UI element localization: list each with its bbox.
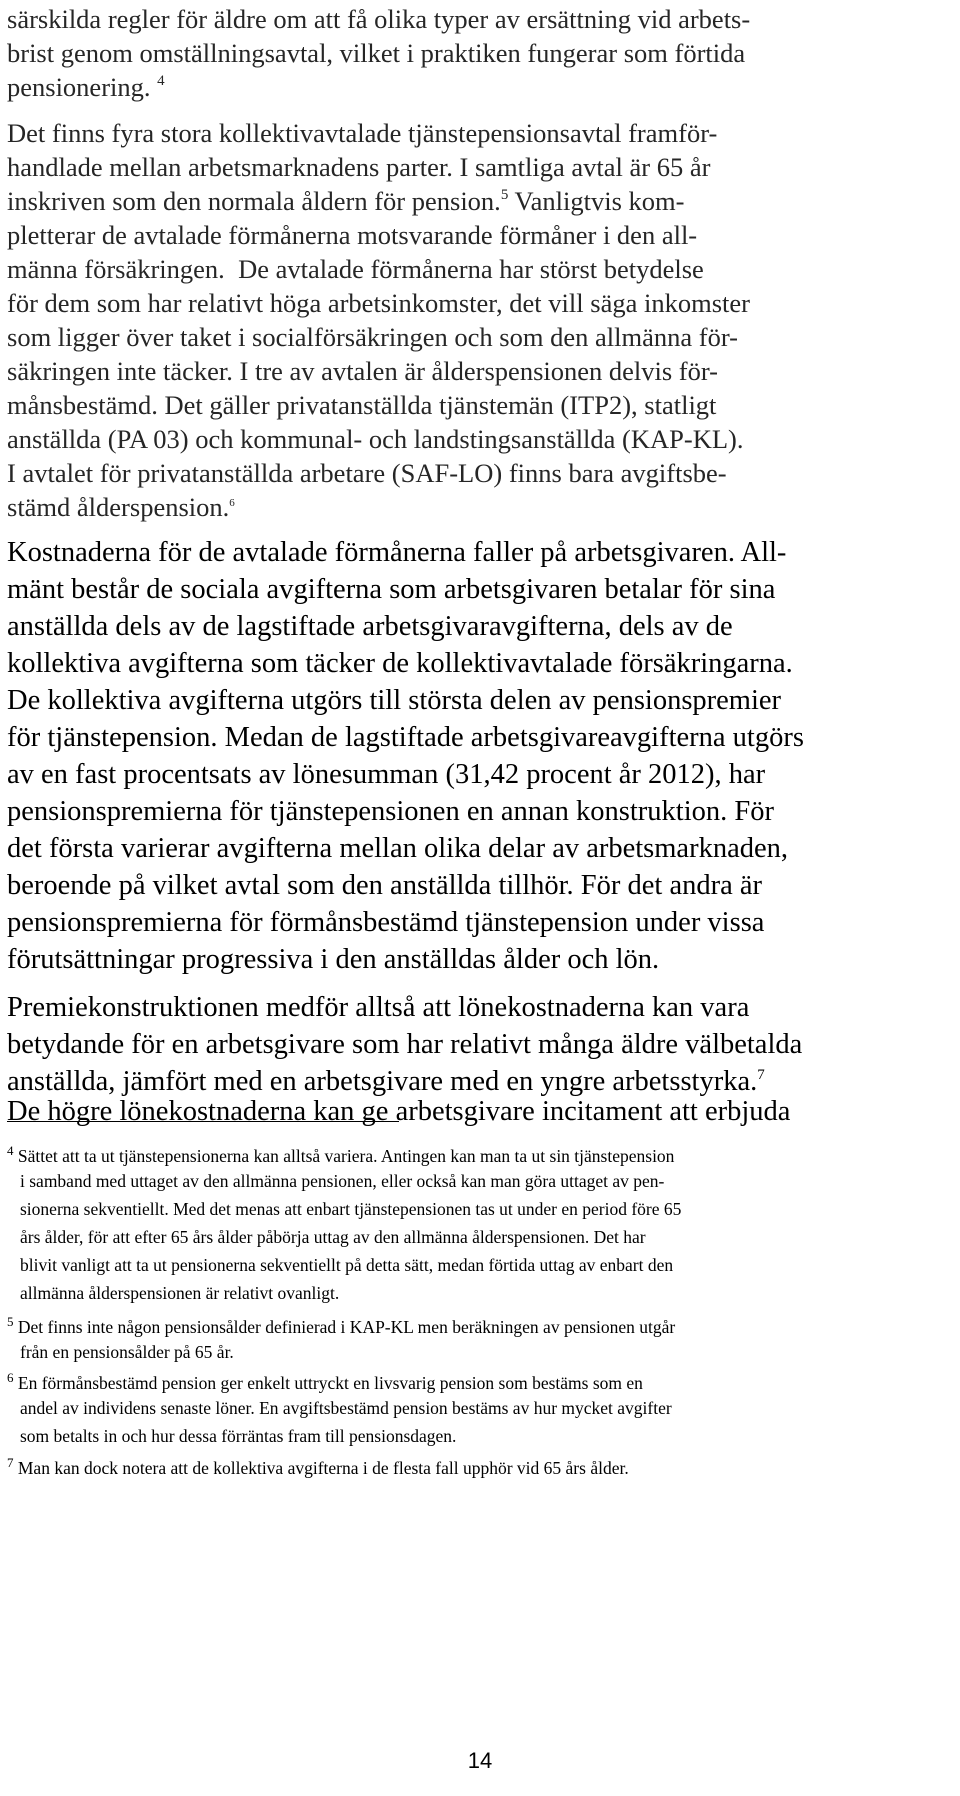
body-line (7, 390, 716, 421)
body-text: pensionering. (7, 72, 151, 102)
body-line (7, 72, 165, 103)
body-line (7, 537, 786, 569)
body-text: det första varierar avgifterna mellan olika delar av arbetsmarknaden, (7, 833, 788, 864)
footnote-ref: 7 (757, 1066, 765, 1083)
body-line (7, 152, 710, 183)
body-line (7, 611, 733, 643)
footnote-text: blivit vanligt att ta ut pensionerna sekventiellt på detta sätt, medan förtida uttag av enbart den (20, 1255, 674, 1275)
body-text: anställda, jämfört med en arbetsgivare med en yngre arbetsstyrka. (7, 1066, 758, 1097)
body-line (7, 833, 788, 865)
body-text: anställda dels av de lagstiftade arbetsgivaravgifterna, dels av de (7, 611, 733, 642)
footnote-line (20, 1426, 456, 1447)
footnote-ref: 5 (500, 186, 509, 203)
body-line (7, 322, 738, 353)
body-text: av en fast procentsats av lönesumman (31,42 procent år 2012), har (7, 759, 766, 790)
body-line (7, 38, 745, 69)
body-line (7, 685, 781, 717)
body-line (7, 759, 765, 791)
body-line (7, 907, 764, 939)
footnote-6 (7, 1370, 643, 1394)
footnote-ref: 6 (229, 497, 235, 510)
body-text: för tjänstepension. Medan de lagstiftade arbetsgivareavgifterna utgörs (7, 722, 804, 753)
body-line (7, 574, 775, 606)
body-line (7, 648, 793, 680)
body-text: för dem som har relativt höga arbetsinkomster, det vill säga inkomster (7, 288, 750, 318)
footnote-separator (7, 1121, 399, 1122)
footnote-line (20, 1342, 234, 1363)
body-text: pletterar de avtalade förmånerna motsvarande förmåner i den all- (7, 220, 698, 250)
footnote-text: Man kan dock notera att de kollektiva avgifterna i de flesta fall upphör vid 65 års ålder. (17, 1458, 629, 1479)
body-text: förutsättningar progressiva i den anställdas ålder och lön. (7, 944, 660, 975)
footnote-line (20, 1255, 673, 1276)
body-text: kollektiva avgifterna som täcker de kollektivavtalade försäkringarna. (7, 648, 793, 679)
body-line (7, 796, 774, 828)
body-text: brist genom omställningsavtal, vilket i praktiken fungerar som förtida (7, 38, 746, 68)
body-line (7, 356, 718, 387)
body-line (7, 458, 727, 489)
footnote-text: sionerna sekventiellt. Med det menas att enbart tjänstepensionen tas ut under en period före 65 (20, 1199, 682, 1219)
body-text: Det finns fyra stora kollektivavtalade tjänstepensionsavtal framför- (7, 118, 718, 148)
footnote-number: 6 (7, 1370, 14, 1385)
footnote-text: En förmånsbestämd pension ger enkelt uttryckt en livsvarig pension som bestäms som en (17, 1373, 643, 1394)
footnote-5 (7, 1314, 675, 1338)
footnote-text: i samband med uttaget av den allmänna pensionen, eller också kan man göra uttaget av pen- (20, 1171, 665, 1191)
body-text: mänt består de sociala avgifterna som arbetsgivaren betalar för sina (7, 574, 776, 605)
footnote-text: Sättet att ta ut tjänstepensionerna kan alltså variera. Antingen kan man ta ut sin tjänstepension (17, 1146, 675, 1167)
footnote-text: Det finns inte någon pensionsålder definierad i KAP-KL men beräkningen av pensionen utgår (17, 1317, 676, 1338)
body-text: säkringen inte täcker. I tre av avtalen är ålderspensionen delvis för- (7, 356, 718, 386)
body-line (7, 870, 762, 902)
body-text: De avtalade förmånerna har störst betydelse (238, 254, 704, 284)
body-text: Vanligtvis kom- (508, 186, 685, 216)
footnote-4 (7, 1143, 674, 1167)
footnote-number: 4 (7, 1143, 14, 1158)
body-text: inskriven som den normala åldern för pension. (7, 186, 501, 216)
footnote-text: års ålder, för att efter 65 års ålder påbörja uttag av den allmänna ålderspensionen. Det har (20, 1227, 646, 1247)
body-text: pensionspremierna för förmånsbestämd tjänstepension under vissa (7, 907, 765, 938)
body-line (7, 424, 744, 455)
body-line (7, 186, 685, 217)
body-line (7, 944, 659, 976)
body-line (7, 992, 749, 1024)
body-text: särskilda regler för äldre om att få olika typer av ersättning vid arbets- (7, 4, 751, 34)
footnote-ref: 4 (157, 72, 165, 89)
body-text: De kollektiva avgifterna utgörs till största delen av pensionspremier (7, 685, 782, 716)
body-text: handlade mellan arbetsmarknadens parter. I samtliga avtal är 65 år (7, 152, 711, 182)
body-line (7, 1096, 790, 1128)
footnote-text: som betalts in och hur dessa förräntas fram till pensionsdagen. (20, 1426, 457, 1446)
footnote-line (20, 1199, 681, 1220)
footnote-number: 7 (7, 1455, 14, 1470)
body-line (7, 254, 704, 285)
body-text: beroende på vilket avtal som den anställda tillhör. För det andra är (7, 870, 763, 901)
body-text: pensionspremierna för tjänstepensionen en annan konstruktion. För (7, 796, 774, 827)
body-line (7, 118, 717, 149)
body-line (7, 4, 750, 35)
footnote-line (20, 1171, 664, 1192)
footnote-text: allmänna ålderspensionen är relativt ovanligt. (20, 1283, 340, 1303)
footnote-line (20, 1227, 646, 1248)
body-text: Kostnaderna för de avtalade förmånerna faller på arbetsgivaren. All- (7, 537, 787, 568)
body-line (7, 288, 750, 319)
body-line (7, 1029, 802, 1061)
body-text: som ligger över taket i socialförsäkringen och som den allmänna för- (7, 322, 738, 352)
body-line (7, 1066, 765, 1098)
body-text: Premiekonstruktionen medför alltså att lönekostnaderna kan vara (7, 992, 750, 1023)
body-text: männa försäkringen. (7, 254, 225, 284)
footnote-number: 5 (7, 1314, 14, 1329)
footnote-text: andel av individens senaste löner. En avgiftsbestämd pension bestäms av hur mycket avgifter (20, 1398, 672, 1418)
body-text: De högre lönekostnaderna kan ge arbetsgivare incitament att erbjuda (7, 1096, 791, 1127)
body-text: anställda (PA 03) och kommunal- och landstingsanställda (KAP-KL). (7, 424, 744, 454)
footnote-line (20, 1283, 339, 1304)
body-text: stämd ålderspension. (7, 492, 230, 522)
footnote-7 (7, 1455, 629, 1479)
body-text: I avtalet för privatanställda arbetare (SAF-LO) finns bara avgiftsbe- (7, 458, 727, 488)
body-text: månsbestämd. Det gäller privatanställda tjänstemän (ITP2), statligt (7, 390, 717, 420)
body-text: betydande för en arbetsgivare som har relativt många äldre välbetalda (7, 1029, 803, 1060)
body-line (7, 492, 235, 523)
page-number: 14 (467, 1748, 493, 1773)
footnote-line (20, 1398, 672, 1419)
body-line (7, 722, 804, 754)
footnote-text: från en pensionsålder på 65 år. (20, 1342, 234, 1362)
body-line (7, 220, 697, 251)
